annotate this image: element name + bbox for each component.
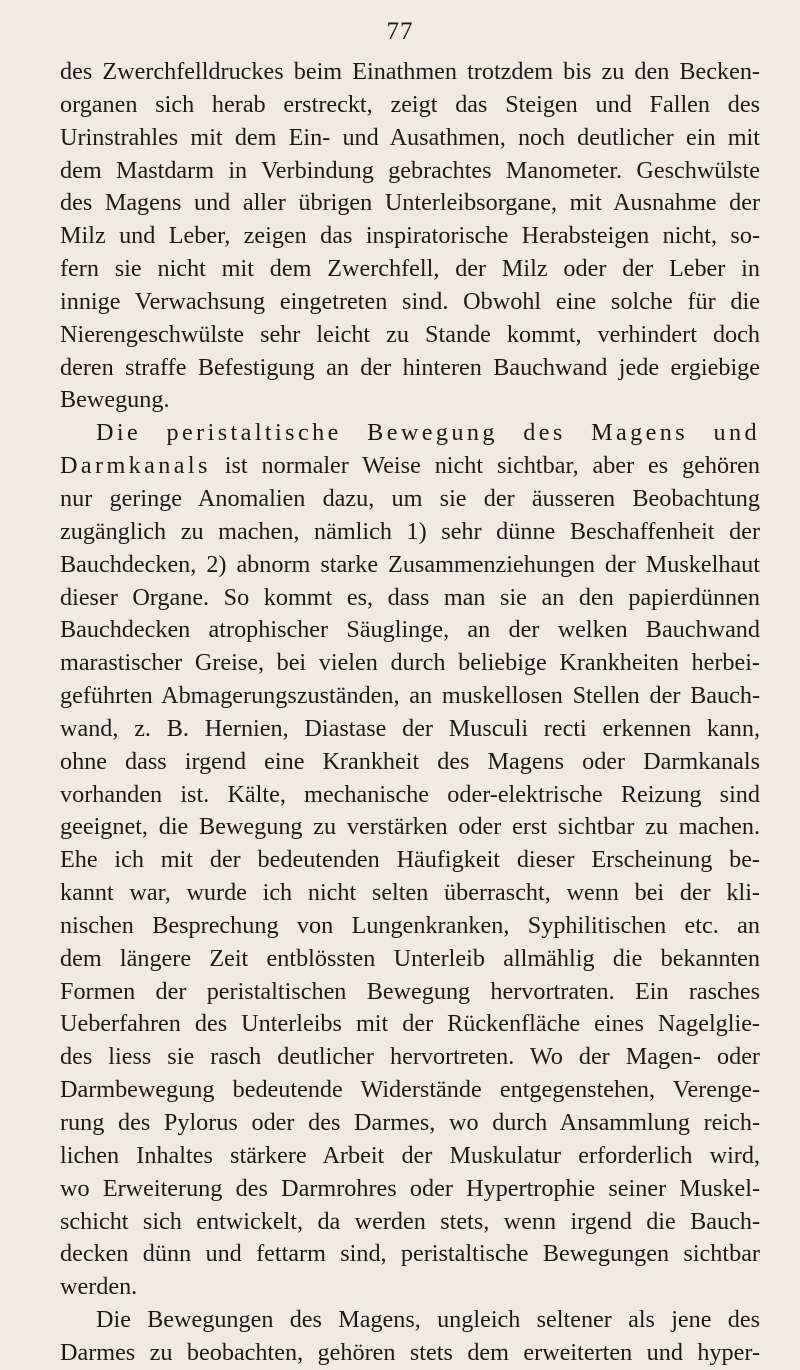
text-line: des Magens und aller übrigen Unterleibsorgane, mit Ausnahme der [60, 189, 760, 217]
text-line: nur geringe Anomalien dazu, um sie der äusseren Beobachtung [60, 484, 760, 512]
section-heading-line: Die peristaltische Bewegung des Magens und [96, 419, 760, 447]
text-line: wand, z. B. Hernien, Diastase der Musculi recti erkennen kann, [60, 714, 760, 742]
text-line: kannt war, wurde ich nicht selten überrascht, wenn bei der kli- [60, 879, 760, 907]
text-line: geführten Abmagerungszuständen, an muskellosen Stellen der Bauch- [60, 682, 760, 710]
text-line: Darmbewegung bedeutende Widerstände entgegenstehen, Verenge- [60, 1076, 760, 1104]
text-line: Ueberfahren des Unterleibs mit der Rückenfläche eines Nagelglie- [60, 1010, 760, 1038]
text-line: Formen der peristaltischen Bewegung hervortraten. Ein rasches [60, 977, 760, 1005]
text-line: Ehe ich mit der bedeutenden Häufigkeit dieser Erscheinung be- [60, 846, 760, 874]
paragraph-1 [60, 56, 760, 417]
text-fragment: ist normaler Weise nicht sichtbar, aber es gehören [210, 452, 760, 480]
text-line: wo Erweiterung des Darmrohres oder Hypertrophie seiner Muskel- [60, 1174, 760, 1202]
paragraph-2 [60, 417, 760, 1304]
text-line: lichen Inhaltes stärkere Arbeit der Muskulatur erforderlich wird, [60, 1141, 760, 1169]
text-line: Milz und Leber, zeigen das inspiratorische Herabsteigen nicht, so- [60, 222, 760, 250]
text-line: Bewegung. [60, 386, 170, 414]
text-line: Darmes zu beobachten, gehören stets dem erweiterten und hyper- [60, 1338, 760, 1366]
text-line: werden. [60, 1273, 138, 1301]
text-line [60, 450, 760, 483]
text-line: des liess sie rasch deutlicher hervortreten. Wo der Magen- oder [60, 1043, 760, 1071]
text-line: vorhanden ist. Kälte, mechanische oder-elektrische Reizung sind [60, 780, 760, 808]
text-line: organen sich herab erstreckt, zeigt das Steigen und Fallen des [60, 90, 760, 118]
text-line: dem Mastdarm in Verbindung gebrachtes Manometer. Geschwülste [60, 156, 760, 184]
text-line: decken dünn und fettarm sind, peristaltische Bewegungen sichtbar [60, 1240, 760, 1268]
text-line: des Zwerchfelldruckes beim Einathmen trotzdem bis zu den Becken- [60, 58, 760, 85]
text-line: fern sie nicht mit dem Zwerchfell, der Milz oder der Leber in [60, 255, 760, 283]
text-line: rung des Pylorus oder des Darmes, wo durch Ansammlung reich- [60, 1109, 760, 1136]
paragraph-3 [60, 1304, 760, 1370]
text-line: Die Bewegungen des Magens, ungleich seltener als jene des [96, 1306, 760, 1334]
page-number: 77 [386, 18, 414, 45]
text-line: nischen Besprechung von Lungenkranken, Syphilitischen etc. an [60, 911, 760, 939]
body-text [60, 56, 760, 1370]
text-line: Bauchdecken, 2) abnorm starke Zusammenziehungen der Muskelhaut [60, 550, 760, 578]
text-line: dieser Organe. So kommt es, dass man sie an den papierdünnen [60, 583, 760, 611]
text-line: Nierengeschwülste sehr leicht zu Stande kommt, verhindert doch [60, 320, 760, 348]
section-heading-term: Darmkanals [60, 452, 211, 480]
text-line: deren straffe Befestigung an der hinteren Bauchwand jede ergiebige [60, 353, 760, 381]
text-line: Bauchdecken atrophischer Säuglinge, an der welken Bauchwand [60, 616, 760, 644]
text-line: Urinstrahles mit dem Ein- und Ausathmen, noch deutlicher ein mit [60, 123, 760, 151]
text-line: zugänglich zu machen, nämlich 1) sehr dünne Beschaffenheit der [60, 517, 760, 545]
text-line: innige Verwachsung eingetreten sind. Obwohl eine solche für die [60, 287, 760, 315]
text-line: dem längere Zeit entblössten Unterleib allmählig die bekannten [60, 944, 760, 972]
text-line: ohne dass irgend eine Krankheit des Magens oder Darmkanals [60, 747, 760, 775]
text-line: schicht sich entwickelt, da werden stets, wenn irgend die Bauch- [60, 1207, 760, 1235]
text-line: geeignet, die Bewegung zu verstärken oder erst sichtbar zu machen. [60, 813, 760, 841]
text-line: marastischer Greise, bei vielen durch beliebige Krankheiten herbei- [60, 649, 760, 677]
